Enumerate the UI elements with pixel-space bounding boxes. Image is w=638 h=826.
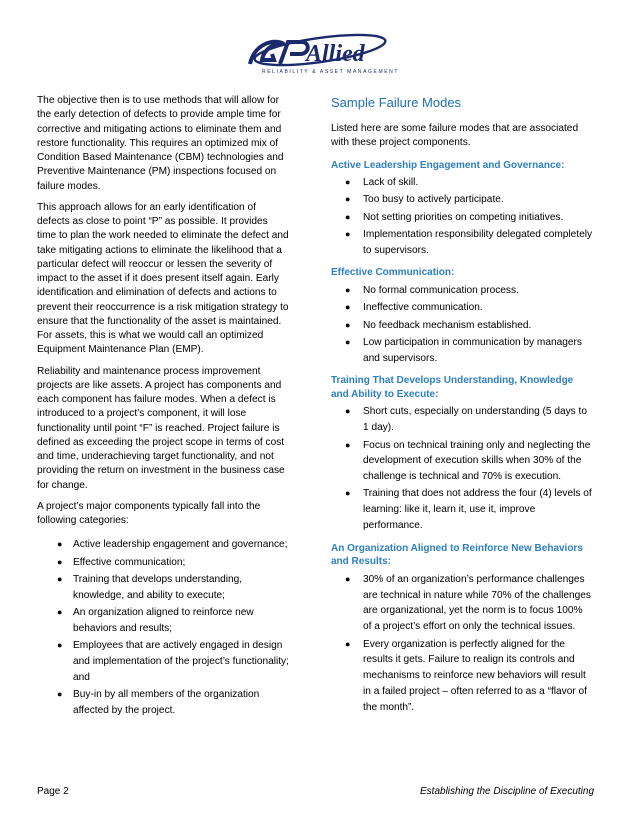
- failure-mode-list: [331, 572, 593, 716]
- subsection-heading: Training That Develops Understanding, Knowledge and Ability to Execute:: [331, 375, 574, 400]
- list-item: ● Buy-in by all members of the organization affected by the project.: [57, 688, 260, 716]
- list-item: ● Effective communication;: [37, 555, 289, 571]
- subsection-heading: An Organization Aligned to Reinforce New Behaviors and Results:: [331, 542, 583, 568]
- list-item: ● Training that does not address the four (4) levels of learning: like it, learn it, use it, improve performance.: [345, 488, 592, 532]
- list-item: ● Implementation responsibility delegated completely to supervisors.: [345, 228, 593, 256]
- logo-wordmark: Allied: [306, 41, 365, 67]
- bullet-icon: ●: [345, 319, 351, 330]
- bullet-icon: ●: [345, 638, 351, 649]
- bullet-icon: ●: [57, 640, 63, 651]
- subsection-heading: Active Leadership Engagement and Governance:: [331, 159, 565, 171]
- bullet-icon: ●: [345, 177, 351, 187]
- bullet-icon: ●: [57, 688, 63, 699]
- company-logo: [240, 30, 390, 74]
- paragraph: Reliability and maintenance process improvement projects are like assets. A project has components and each component has failure modes. When a defect is introduced to a project’s component, it will lose functionality until point “F” is reached. Project failure is defined as exceeding the project scope in terms of cost and time, underachieving target functionality, and not providing the return on investment in the business case for change.: [37, 365, 285, 491]
- list-item: ● Ineffective communication.: [331, 300, 593, 316]
- bullet-icon: ●: [57, 556, 63, 567]
- page-number: Page 2: [37, 786, 69, 797]
- bullet-icon: ●: [345, 228, 351, 239]
- paragraph: A project’s major components typically fall into the following categories:: [37, 500, 261, 526]
- document-title: Establishing the Discipline of Executing: [420, 786, 594, 797]
- list-item: ● Employees that are actively engaged in design and implementation of the project’s functionality; and: [57, 640, 289, 683]
- logo-tagline: RELIABILITY & ASSET MANAGEMENT: [262, 69, 400, 75]
- paragraph: The objective then is to use methods that will allow for the early detection of defects to provide ample time for corrective and mitigating actions to eliminate them and restore functionality. This requires an optimized mix of Condition Based Maintenance (CBM) technologies and Preventive Maintenance (PM) inspections focused on failure modes.: [37, 95, 284, 192]
- list-item: ● Not setting priorities on competing initiatives.: [331, 210, 593, 226]
- failure-mode-list: [331, 175, 593, 258]
- bullet-icon: ●: [345, 211, 351, 222]
- bullet-icon: ●: [345, 194, 351, 205]
- bullet-icon: ●: [345, 406, 351, 417]
- list-item: ● Every organization is perfectly aligned for the results it gets. Failure to realign its controls and mechanisms to reinforce new behaviors will result in a failed project – often referred to as a “flavor of the month”.: [345, 638, 587, 713]
- bullet-icon: ●: [345, 302, 351, 313]
- subsection-heading: Effective Communication:: [331, 267, 455, 279]
- list-item: ● Focus on technical training only and neglecting the development of execution skills when 30% of the challenge is technical and 70% is execution.: [345, 439, 591, 483]
- list-item: ● Short cuts, especially on understanding (5 days to 1 day).: [345, 406, 588, 434]
- list-item: ● 30% of an organization’s performance challenges are technical in nature while 70% of the challenges are organizational, yet the norm is to focus 100% of a project’s effort on only the technical issues.: [345, 573, 591, 633]
- left-column: [37, 94, 289, 725]
- list-item: ● An organization aligned to reinforce new behaviors and results;: [57, 606, 254, 634]
- component-category-list: [37, 537, 289, 718]
- intro-paragraph: Listed here are some failure modes that are associated with these project components.: [331, 123, 579, 149]
- list-item: ● No formal communication process.: [331, 283, 593, 299]
- right-column: [331, 94, 593, 722]
- section-title: Sample Failure Modes: [331, 95, 462, 110]
- bullet-icon: ●: [345, 573, 351, 584]
- bullet-icon: ●: [345, 336, 351, 347]
- bullet-icon: ●: [57, 539, 63, 550]
- bullet-icon: ●: [57, 573, 63, 584]
- bullet-icon: ●: [345, 284, 351, 295]
- list-item: ● Active leadership engagement and governance;: [37, 537, 289, 553]
- list-item: ● Lack of skill.: [331, 175, 593, 191]
- bullet-icon: ●: [345, 488, 351, 499]
- list-item: ● Low participation in communication by managers and supervisors.: [345, 336, 582, 364]
- paragraph: This approach allows for an early identification of defects as close to point “P” as possible. It provides time to plan the work needed to eliminate the defect and take mitigating actions to eliminate the likelihood that a particular defect will reoccur or lessen the severity of impact to the asset if it does present itself again. Early identification and elimination of defects and actions to prevent their reoccurrence is a risk mitigation strategy to ensure that the functionality of the asset is maintained. For assets, this is what we would call an optimized Equipment Maintenance Plan (EMP).: [37, 201, 289, 356]
- bullet-icon: ●: [345, 439, 351, 450]
- list-item: ● Training that develops understanding, knowledge, and ability to execute;: [57, 573, 243, 601]
- list-item: ● No feedback mechanism established.: [331, 318, 593, 334]
- list-item: ● Too busy to actively participate.: [331, 192, 593, 208]
- failure-mode-list: [331, 404, 593, 533]
- failure-mode-list: [331, 283, 593, 366]
- bullet-icon: ●: [57, 606, 63, 617]
